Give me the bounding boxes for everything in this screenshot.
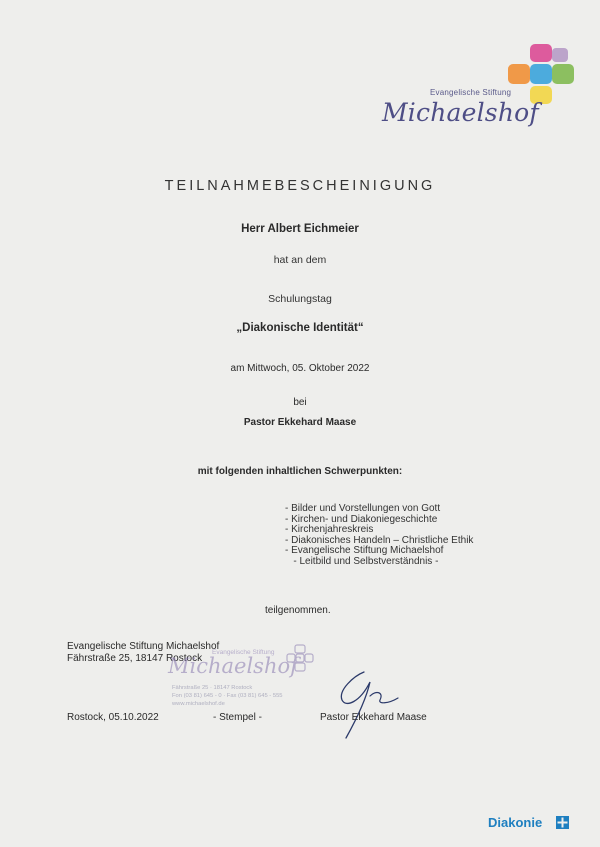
- by-text: bei: [293, 397, 307, 408]
- logo-subtitle: Evangelische Stiftung: [430, 88, 512, 97]
- event-date: am Mittwoch, 05. Oktober 2022: [230, 363, 370, 374]
- stamp-name: Michaelshof: [168, 654, 298, 678]
- stamp-label: - Stempel -: [213, 712, 262, 723]
- intro-text: hat an dem: [273, 254, 327, 266]
- list-item: - Kirchen- und Diakoniegeschichte: [285, 513, 438, 525]
- place-date: Rostock, 05.10.2022: [67, 712, 159, 723]
- diakonie-cross-icon: [556, 816, 569, 829]
- stamp-phone: Fon (03 81) 645 - 0 · Fax (03 81) 645 - 555: [172, 693, 283, 699]
- logo-name: Michaelshof: [382, 98, 539, 127]
- stamp-web: www.michaelshof.de: [172, 701, 225, 707]
- michaelshof-logo: [378, 42, 578, 132]
- stamp-address: Fährstraße 25 · 18147 Rostock: [172, 685, 253, 691]
- stamp-subtitle: Evangelische Stiftung: [212, 649, 275, 656]
- recipient-name: Herr Albert Eichmeier: [241, 223, 359, 235]
- event-name: „Diakonische Identität“: [236, 322, 364, 334]
- list-item: - Evangelische Stiftung Michaelshof: [285, 545, 444, 557]
- participated-text: teilgenommen.: [265, 605, 331, 616]
- topics-list: [285, 504, 473, 568]
- handwritten-signature: [330, 660, 410, 740]
- list-item: - Leitbild und Selbstverständnis -: [285, 555, 439, 567]
- list-item: - Kirchenjahreskreis: [285, 524, 374, 536]
- org-name: Evangelische Stiftung Michaelshof: [67, 641, 220, 652]
- org-street: Fährstraße 25, 18147 Rostock: [67, 653, 203, 664]
- list-item: - Diakonisches Handeln – Christliche Ethik: [285, 534, 474, 546]
- focus-heading: mit folgenden inhaltlichen Schwerpunkten:: [197, 466, 403, 477]
- certificate-title: TEILNAHMEBESCHEINIGUNG: [164, 178, 436, 194]
- event-type: Schulungstag: [268, 293, 332, 305]
- diakonie-logo-text: Diakonie: [488, 815, 543, 830]
- organization-stamp: [168, 640, 328, 708]
- stamp-cross-icon: [286, 644, 314, 672]
- list-item: - Bilder und Vorstellungen von Gott: [285, 503, 441, 514]
- instructor-name: Pastor Ekkehard Maase: [243, 417, 357, 428]
- signer-label: Pastor Ekkehard Maase: [320, 712, 427, 723]
